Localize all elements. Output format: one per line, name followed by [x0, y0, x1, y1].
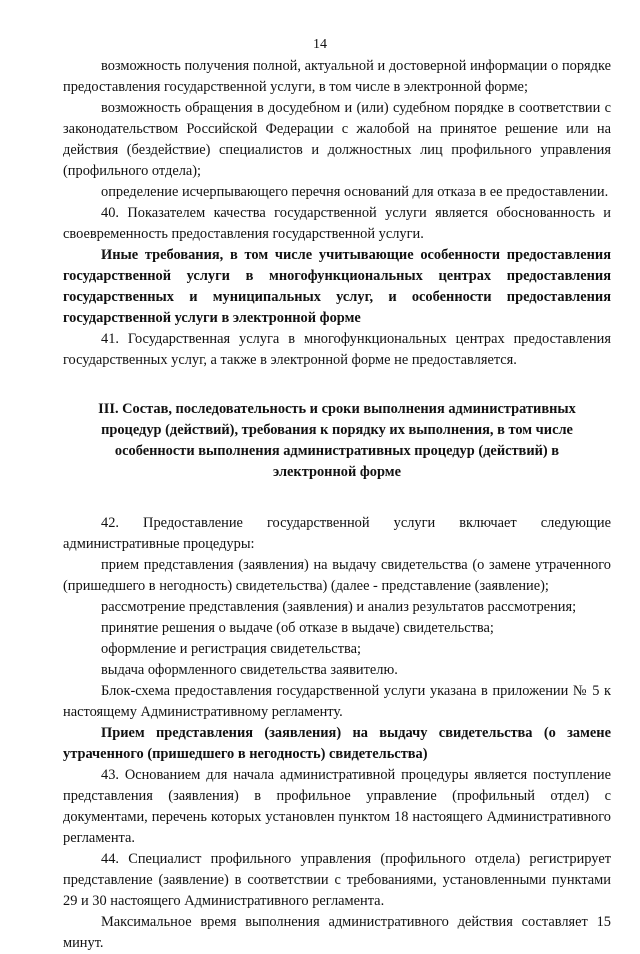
procedure-item-decision: принятие решения о выдаче (об отказе в выдаче) свидетельства; — [101, 620, 494, 636]
procedure-item-registration: оформление и регистрация свидетельства; — [101, 641, 361, 657]
paragraph-appeal: возможность обращения в досудебном и (или) судебном порядке в соответствии с законодательством Российской Федерации с жалобой на принятое решение или на действия (бездействие) специалистов и должностных лиц профильного управления (профильного отдела); — [63, 100, 611, 179]
section-heading-iii: III. Состав, последовательность и сроки выполнения административных процедур (действий), требования к порядку их выполнения, в том числе особенности выполнения административных процедур (действий) в электронной форме — [98, 401, 576, 480]
paragraph-max-time: Максимальное время выполнения административного действия составляет 15 минут. — [63, 914, 611, 951]
paragraph-41: 41. Государственная услуга в многофункциональных центрах предоставления государственных услуг, а также в электронной форме не предоставляется. — [63, 331, 611, 368]
procedure-item-review: рассмотрение представления (заявления) и анализ результатов рассмотрения; — [101, 599, 577, 615]
paragraph-44: 44. Специалист профильного управления (профильного отдела) регистрирует представление (заявление) в соответствии с требованиями, установленными пунктами 29 и 30 настоящего Административного регламента. — [63, 851, 611, 909]
subheading-reception: Прием представления (заявления) на выдачу свидетельства (о замене утраченного (пришедшего в негодность) свидетельства) — [63, 725, 611, 762]
page-body — [63, 56, 611, 954]
paragraph-43: 43. Основанием для начала административной процедуры является поступление представления (заявления) в профильное управление (профильный отдел) с документами, перечень которых установлен пунктом 18 настоящего Административного регламента. — [63, 767, 611, 846]
procedure-item-issuance: выдача оформленного свидетельства заявителю. — [101, 662, 398, 678]
procedure-item-reception: прием представления (заявления) на выдачу свидетельства (о замене утраченного (пришедшего в негодность) свидетельства) (далее - представление (заявление); — [63, 557, 611, 594]
paragraph-refusal-grounds: определение исчерпывающего перечня оснований для отказа в ее предоставлении. — [101, 184, 609, 200]
paragraph-flowchart-reference: Блок-схема предоставления государственной услуги указана в приложении № 5 к настоящему Административному регламенту. — [63, 683, 611, 720]
page-number: 14 — [313, 37, 327, 52]
paragraph-42: 42. Предоставление государственной услуги включает следующие административные процедуры: — [63, 515, 611, 552]
subheading-other-requirements: Иные требования, в том числе учитывающие особенности предоставления государственной услуги в многофункциональных центрах предоставления государственных и муниципальных услуг, и особенности предоставления государственной услуги в электронной форме — [63, 247, 611, 326]
paragraph-access-info: возможность получения полной, актуальной и достоверной информации о порядке предоставления государственной услуги, в том числе в электронной форме; — [63, 58, 611, 95]
paragraph-40: 40. Показателем качества государственной услуги является обоснованность и своевременность предоставления государственной услуги. — [63, 205, 611, 242]
